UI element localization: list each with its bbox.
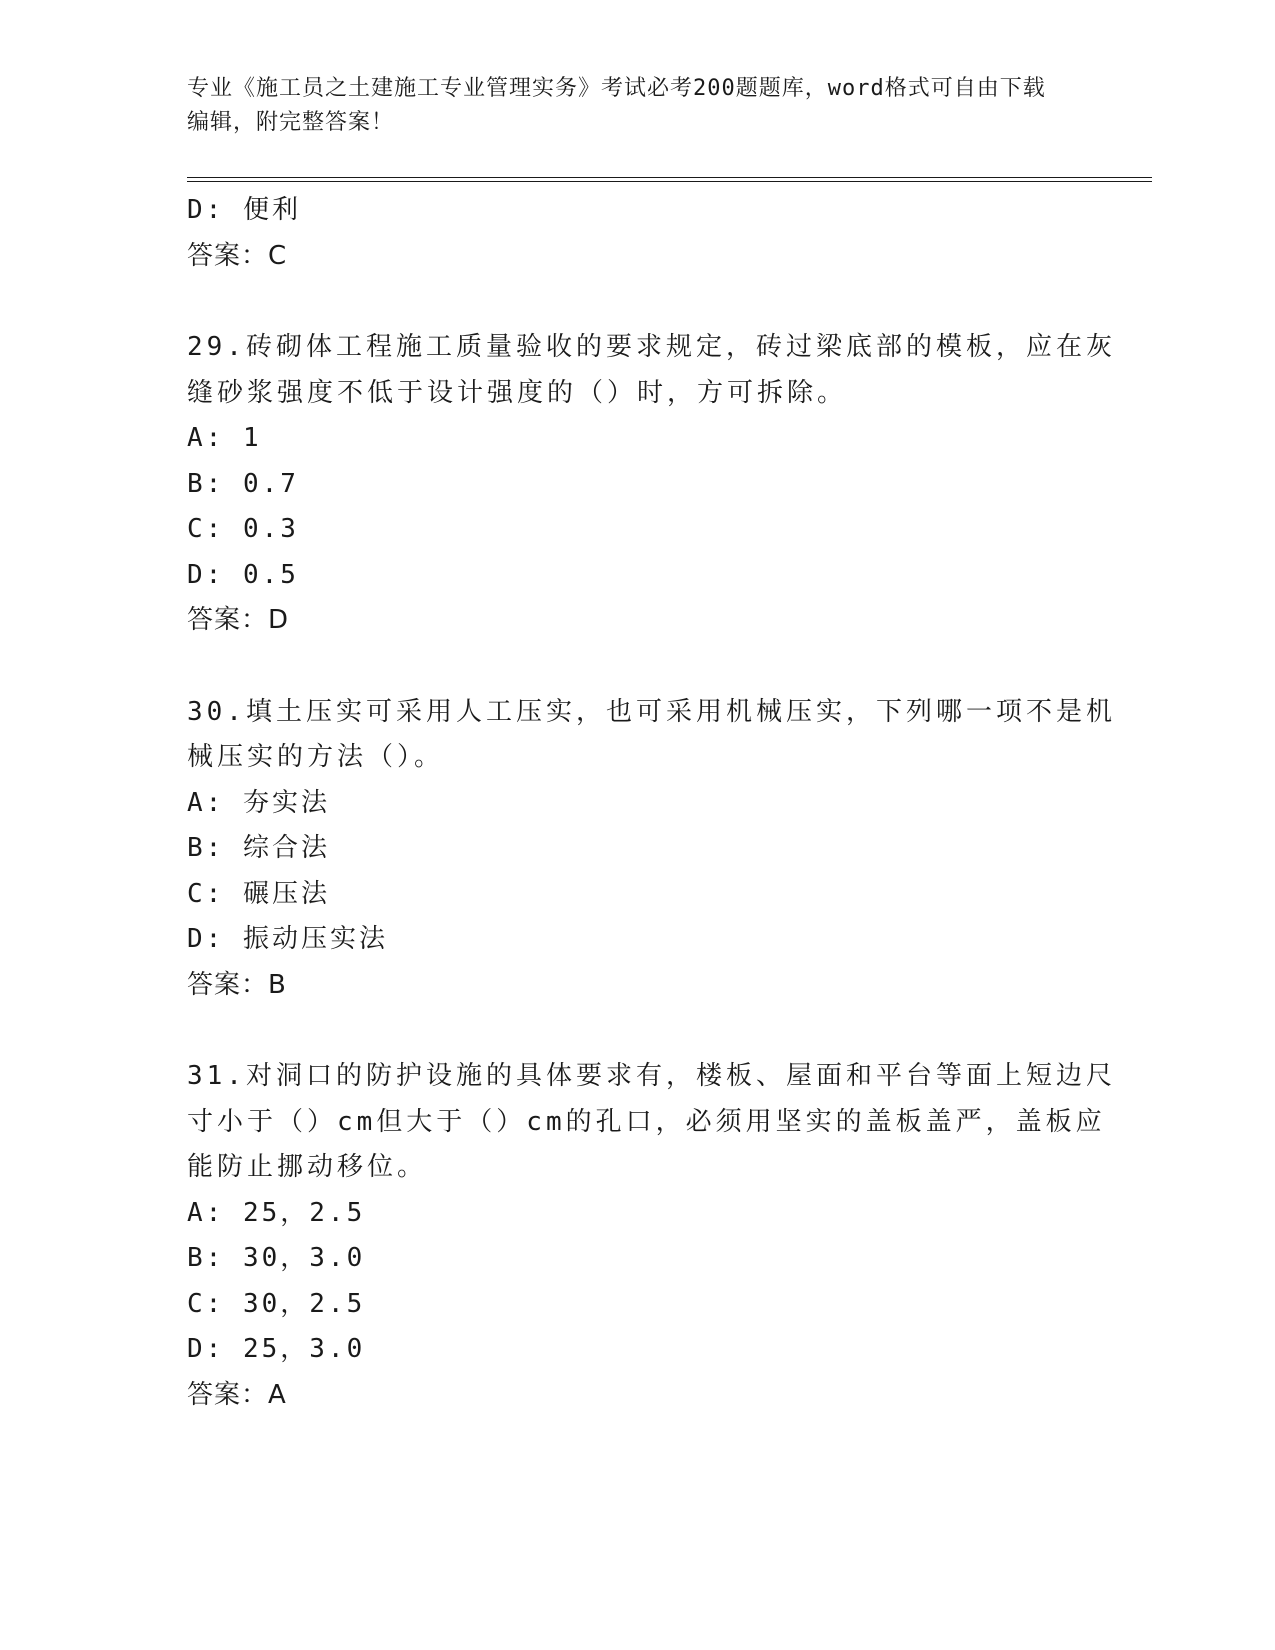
spacer	[187, 1008, 1077, 1054]
option-a: A: 夯实法	[187, 787, 330, 818]
question-text: 械压实的方法（）。	[187, 742, 445, 772]
question-text: 29.砖砌体工程施工质量验收的要求规定，砖过梁底部的模板，应在灰	[187, 332, 1116, 362]
spacer	[187, 644, 1077, 690]
header-rule-bottom	[187, 181, 1152, 182]
option-c: C: 30，2.5	[187, 1288, 366, 1319]
prev-answer: 答案：C	[187, 240, 288, 271]
option-d: D: 0.5	[187, 559, 299, 590]
question-text: 能防止挪动移位。	[187, 1152, 428, 1182]
header-rule-top	[187, 177, 1152, 178]
option-b: B: 0.7	[187, 468, 299, 499]
option-d: D: 振动压实法	[187, 924, 388, 954]
option-d: D: 25，3.0	[187, 1334, 366, 1364]
option-a: A: 25，2.5	[187, 1197, 366, 1228]
document-header: 专业《施工员之土建施工专业管理实务》考试必考200题题库，word格式可自由下载编辑，附完整答案！	[187, 76, 1046, 135]
answer: 答案：B	[187, 969, 287, 1000]
spacer	[187, 279, 1077, 325]
option-c: C: 0.3	[187, 514, 299, 544]
option-c: C: 碾压法	[187, 878, 330, 909]
question-30	[187, 690, 1116, 1009]
question-31	[187, 1054, 1116, 1418]
answer: 答案：A	[187, 1379, 287, 1410]
prev-option-d: D: 便利	[187, 195, 301, 225]
question-29	[187, 325, 1116, 644]
option-b: B: 30，3.0	[187, 1243, 366, 1273]
answer: 答案：D	[187, 605, 290, 635]
option-a: A: 1	[187, 423, 262, 453]
question-text: 30.填土压实可采用人工压实，也可采用机械压实，下列哪一项不是机	[187, 696, 1116, 727]
question-text: 31.对洞口的防护设施的具体要求有，楼板、屋面和平台等面上短边尺	[187, 1061, 1116, 1091]
document-body	[187, 188, 1116, 1418]
question-text: 缝砂浆强度不低于设计强度的（）时，方可拆除。	[187, 377, 848, 408]
question-text: 寸小于（）cm但大于（）cm的孔口，必须用坚实的盖板盖严，盖板应	[187, 1106, 1106, 1137]
option-b: B: 综合法	[187, 833, 330, 863]
